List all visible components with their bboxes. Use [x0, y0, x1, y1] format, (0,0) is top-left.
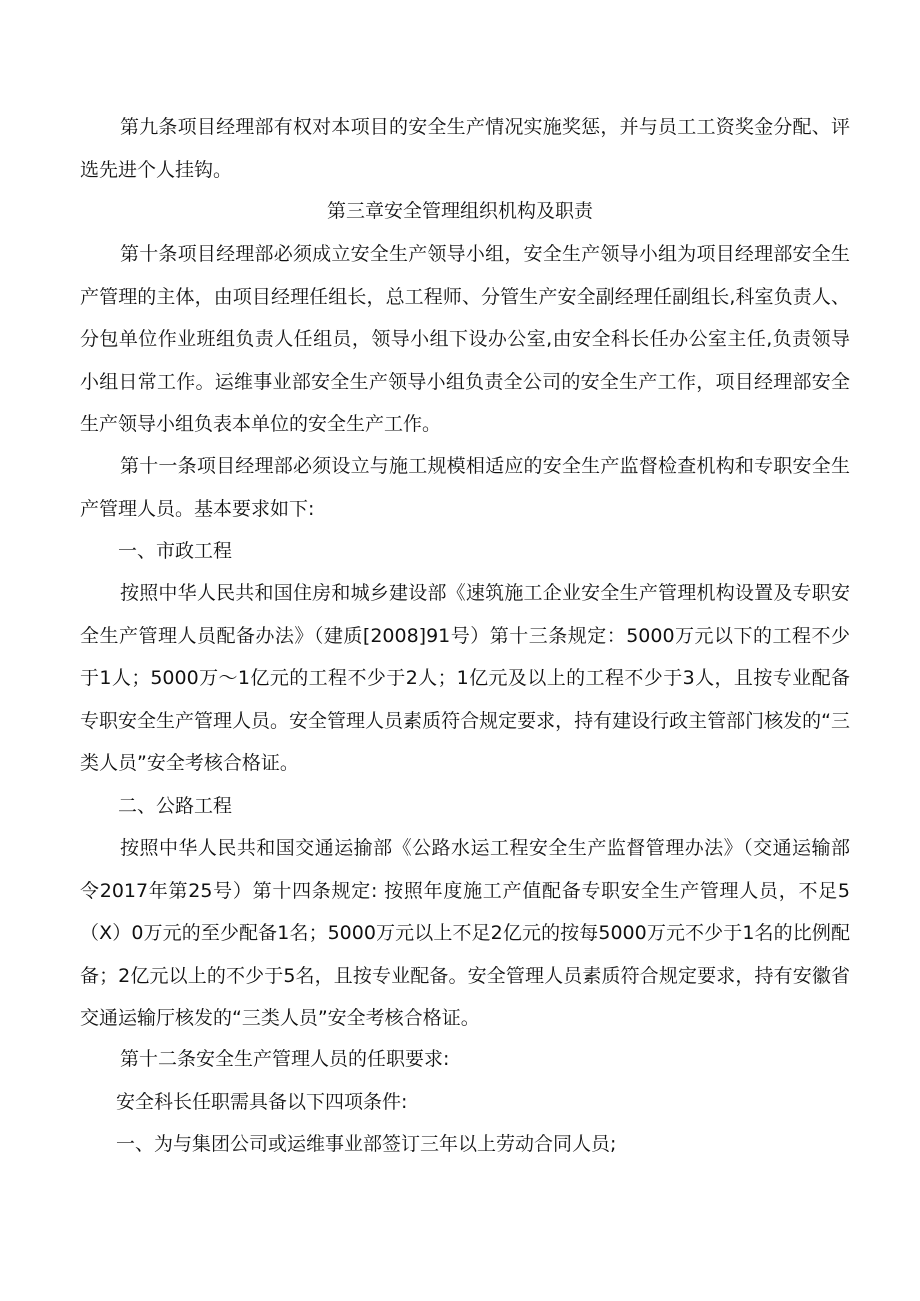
safety-chief-conditions-intro: 安全科长任职需具备以下四项条件: [116, 1091, 408, 1113]
section-highway-heading: 二、公路工程 [118, 795, 233, 817]
section-municipal-heading: 一、市政工程 [118, 540, 233, 562]
condition-1-item: 一、为与集团公司或运维事业部签订三年以上劳动合同人员; [116, 1133, 617, 1155]
municipal-requirements-paragraph: 按照中华人民共和国住房和城乡建设部《速筑施工企业安全生产管理机构设置及专职安全生产管理人员配备办法》（建质[2008]91号）第十三条规定：5000万元以下的工程不少于1人；5000万〜1亿元的工程不少于2人；1亿元及以上的工程不少于3人，且按专业配备专职安全生产管理人员。安全管理人员素质符合规定要求，持有建设行政主管部门核发的“三类人员”安全考核合格证。 [80, 582, 850, 774]
article-9-paragraph: 第九条项目经理部有权对本项目的安全生产情况实施奖惩，并与员工工资奖金分配、评选先进个人挂钩。 [80, 116, 850, 181]
chapter-heading: 第三章安全管理组织机构及职责 [326, 200, 593, 222]
article-12-paragraph: 第十二条安全生产管理人员的任职要求: [120, 1048, 450, 1070]
highway-requirements-paragraph: 按照中华人民共和国交通运揄部《公路水运工程安全生产监督管理办法》（交通运输部令2017年第25号）第十四条规定: 按照年度施工产值配备专职安全生产管理人员，不足5（X）0万元的至少配备1名；5000万元以上不足2亿元的按每5000万元不少于1名的比例配备；2亿元以上的不少于5名，且按专业配备。安全管理人员素质符合规定要求，持有安徽省交通运输厅核发的“三类人员”安全考核合格证。 [80, 837, 850, 1029]
article-10-paragraph: 第十条项目经理部必须成立安全生产领导小组，安全生产领导小组为项目经理部安全生产管理的主体，由项目经理任组长，总工程师、分管生产安全副经理任副组长,科室负责人、分包单位作业班组负责人任组员，领导小组下设办公室,由安全科长任办公室主任,负责领导小组日常工作。运维事业部安全生产领导小组负责全公司的安全生产工作，项目经理部安全生产领导小组负表本单位的安全生产工作。 [80, 243, 850, 435]
article-11-paragraph: 第十一条项目经理部必须设立与施工规模相适应的安全生产监督检查机构和专职安全生产管理人员。基本要求如下: [80, 455, 850, 520]
